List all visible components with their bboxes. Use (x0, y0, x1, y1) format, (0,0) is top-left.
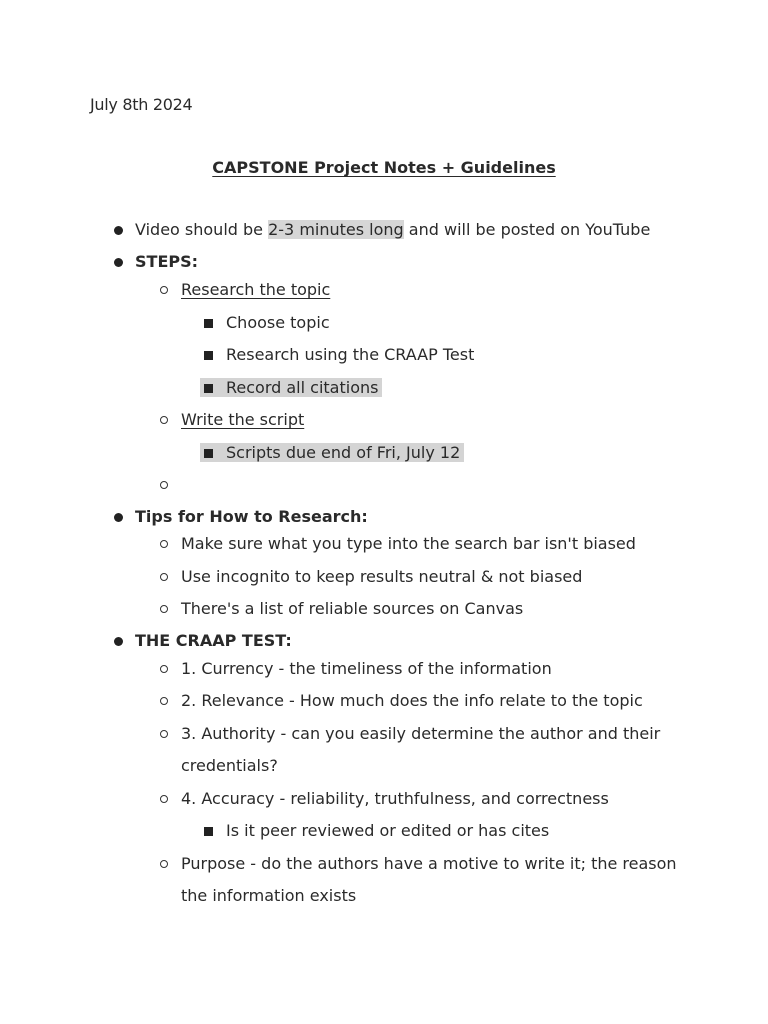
list-item-scripts-due (226, 441, 464, 465)
bullet-circle-icon (160, 697, 168, 705)
list-item-steps (135, 250, 198, 274)
list-item-purpose (181, 848, 681, 912)
bullet-disc-icon (114, 513, 123, 522)
bullet-circle-icon (160, 540, 168, 548)
text: STEPS: (135, 252, 199, 271)
page-title: CAPSTONE Project Notes + Guidelines (212, 158, 556, 177)
text: Record all citations (226, 378, 379, 397)
list-item-video (135, 218, 650, 242)
text: Tips for How to Research: (135, 507, 368, 526)
list-item-choose-topic (226, 311, 330, 335)
bullet-circle-icon (160, 481, 168, 489)
text: Purpose - do the authors have a motive to write it; the reason the information exists (181, 854, 677, 905)
bullet-square-icon (204, 319, 213, 328)
list-item-research-topic (181, 278, 330, 302)
list-item-accuracy (181, 787, 609, 811)
text: Scripts due end of Fri, July 12 (226, 443, 461, 462)
bullet-square-icon (204, 827, 213, 836)
list-item-relevance (181, 689, 643, 713)
list-item-record-citations (226, 376, 382, 400)
bullet-circle-icon (160, 605, 168, 613)
list-item-authority (181, 718, 681, 782)
bullet-circle-icon (160, 286, 168, 294)
text: 1. Currency - the timeliness of the information (181, 659, 552, 678)
list-item-tip1 (181, 532, 636, 556)
bullet-circle-icon (160, 573, 168, 581)
highlighted-block (200, 443, 464, 462)
list-item-craap-test (135, 629, 292, 653)
text: Choose topic (226, 313, 330, 332)
bullet-disc-icon (114, 637, 123, 646)
bullet-square-icon (204, 384, 213, 393)
bullet-circle-icon (160, 860, 168, 868)
bullet-square-icon (204, 351, 213, 360)
date-heading: July 8th 2024 (90, 95, 193, 114)
text: Research the topic (181, 280, 331, 299)
text: 2. Relevance - How much does the info relate to the topic (181, 691, 643, 710)
text: Make sure what you type into the search bar isn't biased (181, 534, 636, 553)
bullet-disc-icon (114, 226, 123, 235)
text: 3. Authority - can you easily determine the author and their credentials? (181, 724, 661, 775)
text: Research using the CRAAP Test (226, 345, 475, 364)
text: Video should be (135, 220, 269, 239)
bullet-circle-icon (160, 416, 168, 424)
highlighted-block (200, 378, 382, 397)
list-item-research-craap (226, 343, 474, 367)
list-item-tip3 (181, 597, 523, 621)
bullet-square-icon (204, 449, 213, 458)
text: Write the script (181, 410, 305, 429)
list-item-write-script (181, 408, 304, 432)
list-item-tips (135, 505, 368, 529)
text: and will be posted on YouTube (403, 220, 651, 239)
text: Is it peer reviewed or edited or has cites (226, 821, 550, 840)
bullet-circle-icon (160, 665, 168, 673)
bullet-disc-icon (114, 258, 123, 267)
list-item-currency (181, 657, 552, 681)
bullet-circle-icon (160, 730, 168, 738)
highlighted-text: 2-3 minutes long (268, 220, 404, 239)
text: 4. Accuracy - reliability, truthfulness, and correctness (181, 789, 609, 808)
text: THE CRAAP TEST: (135, 631, 292, 650)
text: There's a list of reliable sources on Canvas (181, 599, 524, 618)
list-item-peer-reviewed (226, 819, 549, 843)
bullet-circle-icon (160, 795, 168, 803)
text: Use incognito to keep results neutral & not biased (181, 567, 583, 586)
list-item-tip2 (181, 565, 582, 589)
